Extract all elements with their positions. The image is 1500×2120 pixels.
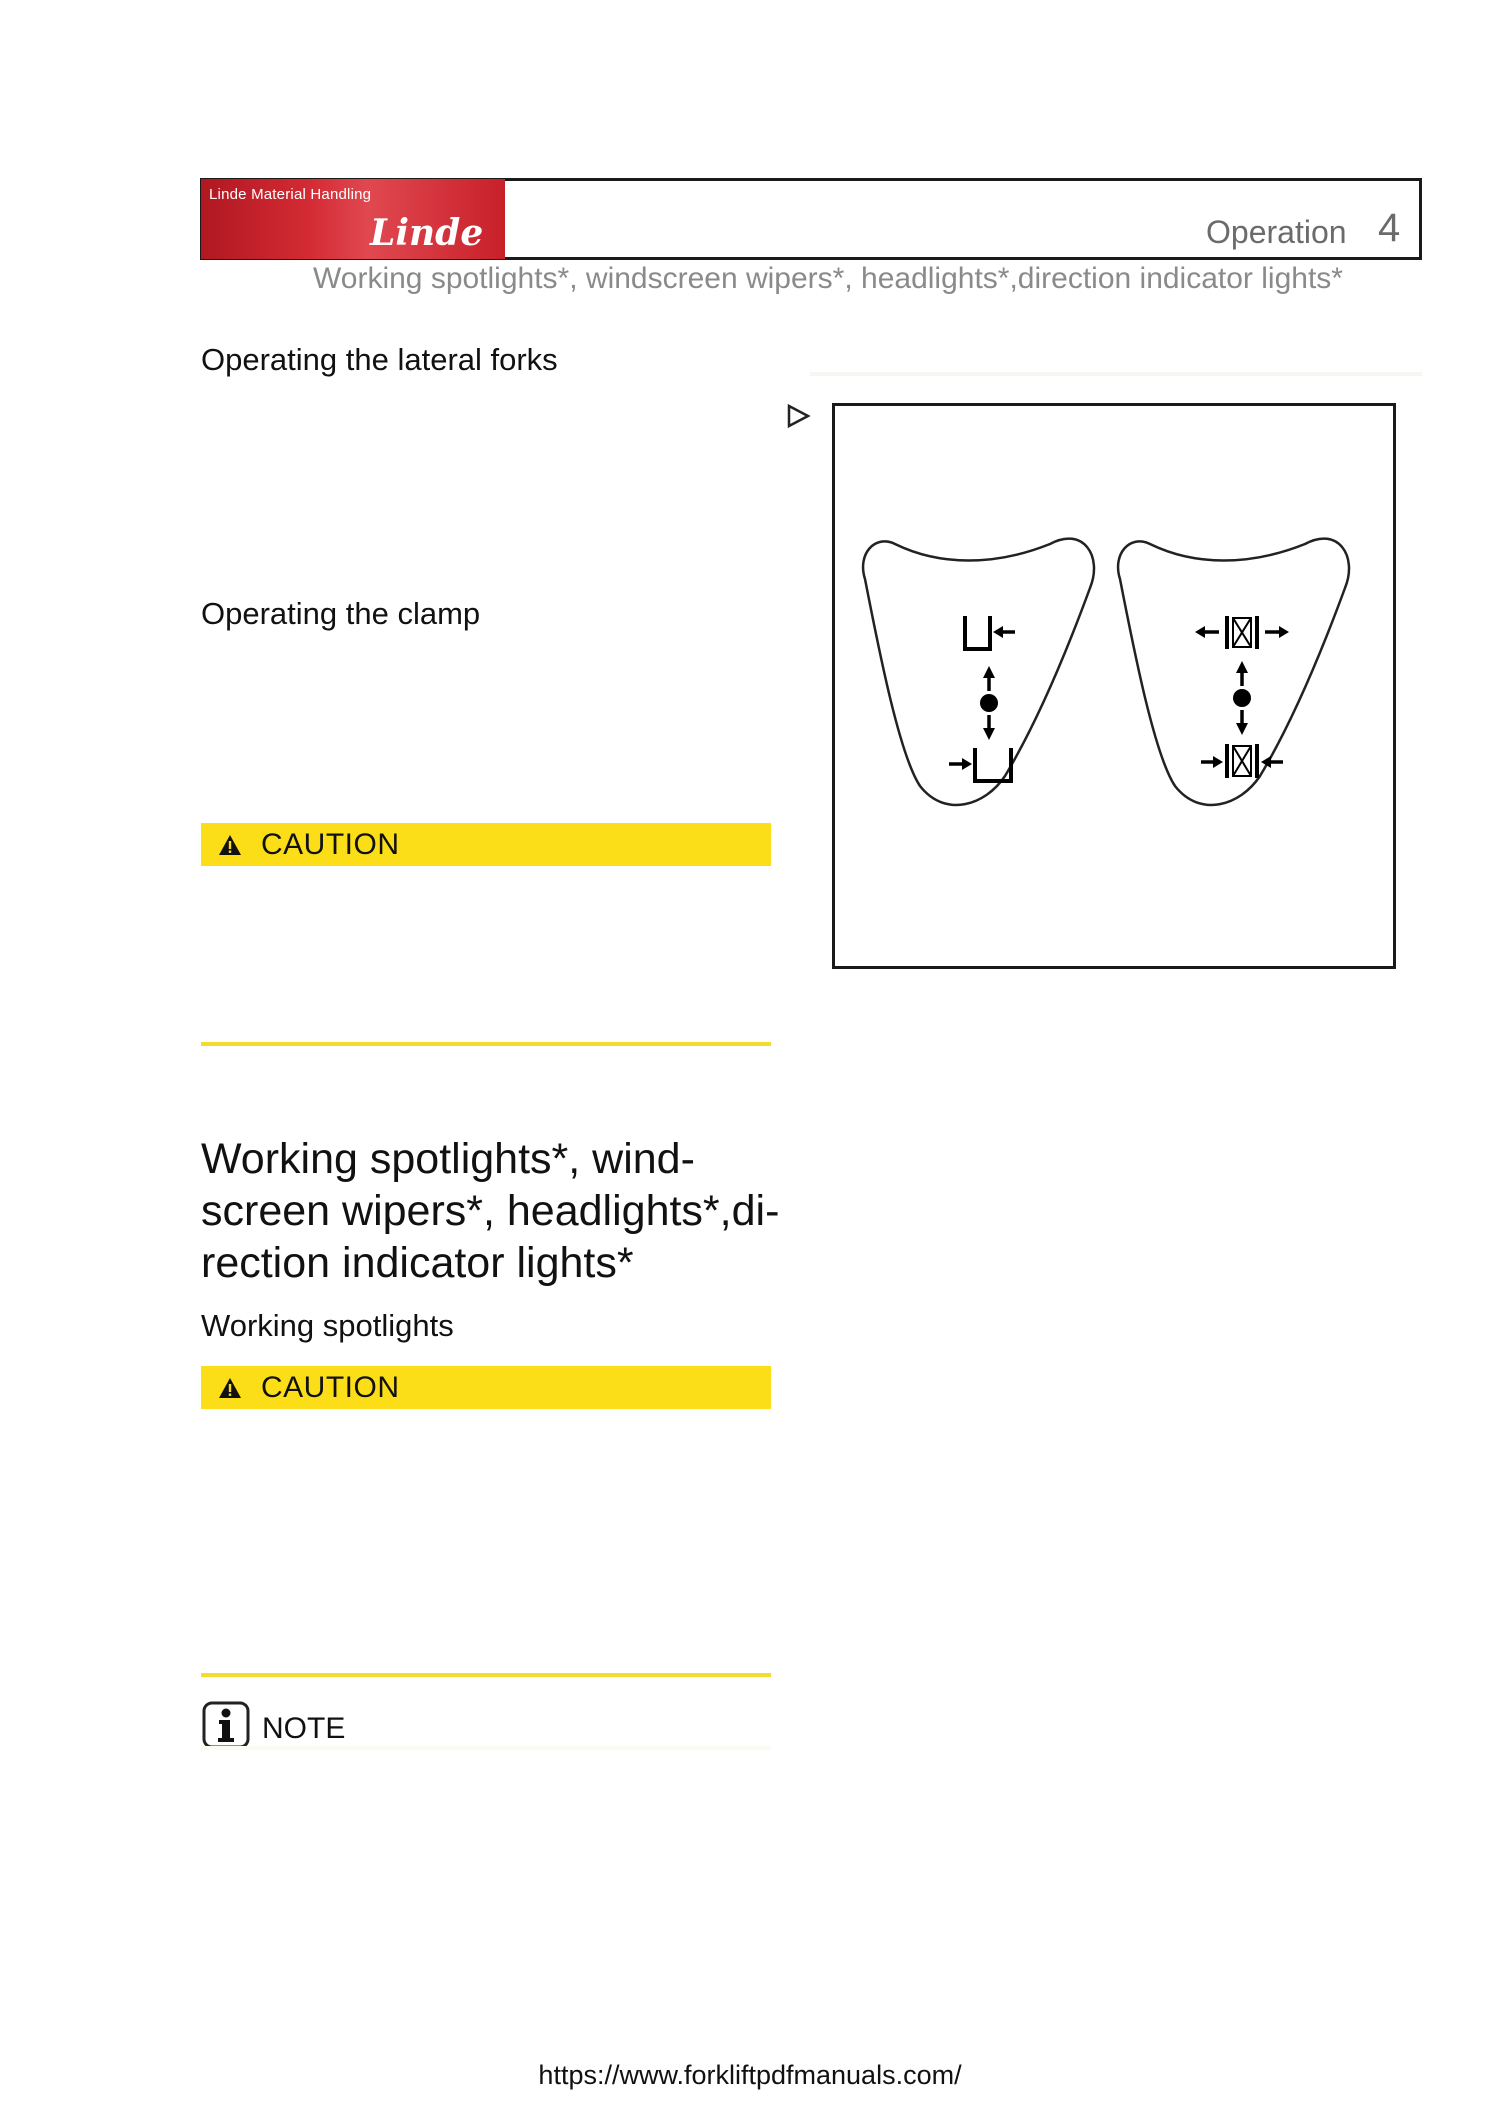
main-section-heading: Working spotlights*, wind-screen wipers*, headlights*,di-rection indicator lights* xyxy=(201,1135,780,1287)
brand-logo: Linde xyxy=(370,212,484,254)
caution-end-rule xyxy=(201,1673,771,1677)
page-subtitle: Working spotlights*, windscreen wipers*, headlights*,direction indicator lights* xyxy=(313,262,1343,295)
section-title: Operation xyxy=(1206,214,1347,250)
caution-label: CAUTION xyxy=(261,828,400,861)
caution-banner xyxy=(201,823,771,866)
chapter-number: 4 xyxy=(1378,206,1401,250)
caution-label: CAUTION xyxy=(261,1371,400,1404)
left-lever-knob xyxy=(863,539,1094,805)
control-levers-illustration xyxy=(835,406,1393,966)
heading-clamp: Operating the clamp xyxy=(201,596,481,631)
heading-working-spotlights: Working spotlights xyxy=(201,1308,454,1343)
control-figure xyxy=(832,403,1396,969)
warning-triangle-icon xyxy=(217,833,243,857)
triangle-pointer-icon xyxy=(786,403,812,429)
heading-lateral-forks: Operating the lateral forks xyxy=(201,342,558,377)
footer-url-link[interactable]: https://www.forkliftpdfmanuals.com/ xyxy=(538,2060,962,2090)
separator-line xyxy=(810,372,1422,376)
caution-banner xyxy=(201,1366,771,1409)
note-rule xyxy=(201,1746,771,1750)
brand-small-text: Linde Material Handling xyxy=(209,186,372,203)
info-icon xyxy=(201,1700,251,1750)
warning-triangle-icon xyxy=(217,1376,243,1400)
caution-end-rule xyxy=(201,1042,771,1046)
note-label: NOTE xyxy=(262,1712,346,1745)
